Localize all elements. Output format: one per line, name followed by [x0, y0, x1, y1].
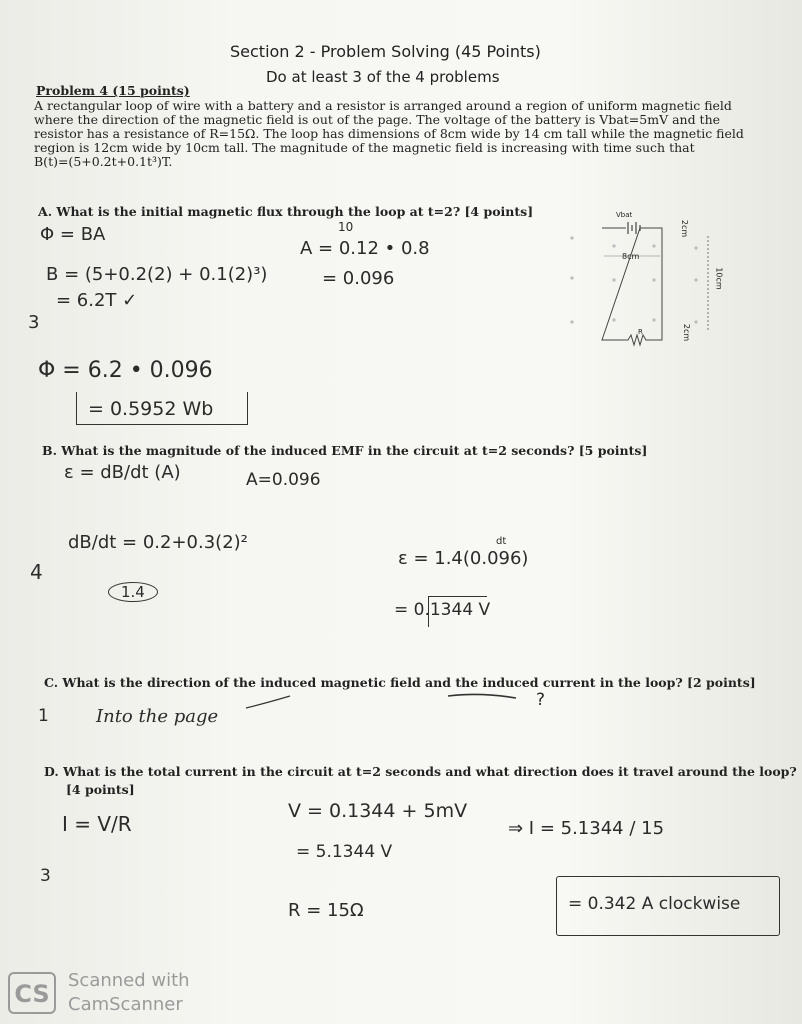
watermark-line1: Scanned with: [68, 970, 190, 991]
part-d-current-result: = 0.342 A clockwise: [568, 894, 741, 914]
part-b-score: 4: [30, 560, 43, 584]
part-b-emf-expr: ε = 1.4(0.096): [398, 548, 529, 569]
part-c-score: 1: [38, 706, 49, 726]
battery-label: Vbat: [616, 211, 633, 219]
part-b-emf-result: = 0.1344 V: [394, 600, 491, 620]
part-d-question: D. What is the total current in the circuit at t=2 seconds and what direction does it travel around the loop?: [44, 764, 797, 779]
part-a-flux-formula: Φ = BA: [40, 224, 106, 245]
section-title: Section 2 - Problem Solving (45 Points): [230, 42, 541, 61]
part-a-area-correction: 10: [338, 220, 354, 234]
problem-line: A rectangular loop of wire with a battery and a resistor is arranged around a region of uniform magnetic field: [34, 98, 732, 113]
part-c-answer: Into the page: [96, 706, 219, 727]
part-b-derivative-value: 1.4: [108, 582, 158, 602]
grader-marks: [230, 688, 550, 732]
part-a-flux-result: = 0.5952 Wb: [88, 398, 214, 420]
part-d-ohm-formula: I = V/R: [62, 812, 132, 836]
field-dots: [570, 236, 697, 323]
watermark-line2: CamScanner: [68, 994, 183, 1015]
problem-line: region is 12cm wide by 10cm tall. The magnitude of the magnetic field is increasing with time such that: [34, 140, 695, 155]
bottom-gap-label: 2cm: [682, 323, 692, 342]
part-a-flux-expr: Φ = 6.2 • 0.096: [38, 358, 213, 383]
part-d-score: 3: [40, 866, 51, 886]
part-b-emf-formula: ε = dB/dt (A): [64, 462, 181, 483]
problem-line: B(t)=(5+0.2t+0.1t³)T.: [34, 154, 173, 169]
resistor-label: R: [638, 328, 643, 336]
part-b-question: B. What is the magnitude of the induced EMF in the circuit at t=2 seconds? [5 points]: [42, 443, 648, 458]
width-label: 8cm: [622, 252, 640, 261]
part-b-area-note: A=0.096: [246, 470, 321, 490]
part-d-question-points: [4 points]: [66, 782, 135, 797]
part-a-area-expr: A = 0.12 • 0.8: [300, 238, 430, 259]
problem-line: where the direction of the magnetic field is out of the page. The voltage of the battery is Vbat=5mV and the: [34, 112, 721, 127]
top-gap-label: 2cm: [680, 219, 690, 238]
part-b-derivative-expr: dB/dt = 0.2+0.3(2)²: [68, 532, 248, 553]
part-a-b-value: = 6.2T ✓: [56, 290, 138, 311]
part-d-voltage-value: = 5.1344 V: [296, 842, 393, 862]
instructions: Do at least 3 of the 4 problems: [266, 68, 500, 86]
part-a-b-expr: B = (5+0.2(2) + 0.1(2)³): [46, 264, 268, 285]
part-a-score: 3: [28, 312, 40, 333]
part-d-resistance: R = 15Ω: [288, 900, 364, 921]
problem-title: Problem 4 (15 points): [36, 83, 190, 98]
problem-line: resistor has a resistance of R=15Ω. The loop has dimensions of 8cm wide by 14 cm tall while the magnetic field: [34, 126, 744, 141]
part-c-grader-mark: ?: [536, 690, 546, 710]
camscanner-logo: CS: [8, 972, 56, 1014]
part-a-question: A. What is the initial magnetic flux through the loop at t=2? [4 points]: [38, 204, 534, 219]
part-a-area-value: = 0.096: [322, 268, 395, 289]
height-label: 10cm: [714, 267, 724, 290]
part-d-voltage-expr: V = 0.1344 + 5mV: [288, 800, 468, 822]
part-b-emf-mark: dt: [496, 536, 507, 547]
part-c-question: C. What is the direction of the induced magnetic field and the induced current in the loop? [2 points]: [44, 675, 756, 690]
part-d-current-expr: ⇒ I = 5.1344 / 15: [508, 818, 665, 839]
